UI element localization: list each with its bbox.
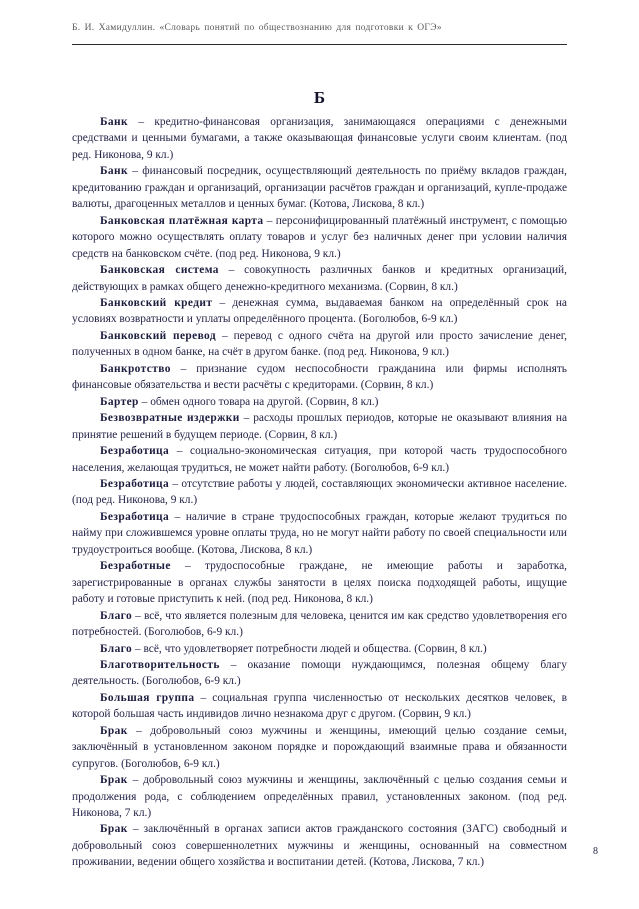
entry-definition: – обмен одного товара на другой. (Сорвин, 8 кл.) <box>141 395 379 408</box>
page-body <box>72 114 567 871</box>
entry-term: Бартер <box>100 395 139 408</box>
entry-term: Безработица <box>100 477 170 490</box>
dictionary-entry <box>72 657 567 690</box>
entry-definition: – заключённый в органах записи актов гражданского состояния (ЗАГС) свободный и добровольный союз совершеннолетних мужчины и женщины, основанный на совместном проживании, ведении общего хозяйства и воспитании детей. (Котова, Лискова, 7 кл.) <box>72 823 567 869</box>
entry-term: Безработица <box>100 445 170 458</box>
dictionary-entry <box>72 443 567 476</box>
entry-definition: – расходы прошлых периодов, которые не оказывают влияния на принятие решений в будущем периоде. (Сорвин, 8 кл.) <box>72 412 567 441</box>
entry-term: Благо <box>100 642 133 655</box>
entry-term: Безработные <box>100 560 171 573</box>
dictionary-entry <box>72 723 567 772</box>
entry-term: Банкротство <box>100 362 171 375</box>
entry-definition: – добровольный союз мужчины и женщины, имеющий целью создание семьи, заключённый в установленном законом порядке и порождающий взаимные права и обязанности супругов. (Боголюбов, 6-9 кл.) <box>72 724 567 770</box>
dictionary-entry <box>72 821 567 870</box>
entry-definition: – наличие в стране трудоспособных граждан, которые желают трудиться по найму при сложившемся уровне оплаты труда, но не могут найти работу по своей специальности или трудоустроиться вообще. (Котова, Лискова, 8 кл.) <box>72 510 567 556</box>
dictionary-entry <box>72 394 567 410</box>
entry-definition: – всё, что является полезным для человека, ценится им как средство удовлетворения его потребностей. (Боголюбов, 6-9 кл.) <box>72 609 567 639</box>
entry-definition: – кредитно-финансовая организация, занимающаяся операциями с денежными средствами и ценными бумагами, а также оказывающая финансовые услуги своим клиентам. (под ред. Никонова, 9 кл.) <box>72 116 567 161</box>
dictionary-entry <box>72 213 567 262</box>
dictionary-entry <box>72 114 567 163</box>
entry-term: Брак <box>100 724 128 737</box>
dictionary-entry <box>72 690 567 723</box>
entry-term: Брак <box>100 823 128 836</box>
dictionary-entry <box>72 410 567 443</box>
entry-definition: – перевод с одного счёта на другой или просто зачисление денег, полученных в одном банке, на счёт в другом банке. (под ред. Никонова, 9 кл.) <box>72 329 567 359</box>
entry-definition: – трудоспособные граждане, не имеющие работы и заработка, зарегистрированные в органах службы занятости в целях поиска подходящей работы, ищущие работу и готовые приступить к ней. (под ред. Никонова, 8 кл.) <box>72 560 567 606</box>
running-header: Б. И. Хамидуллин. «Словарь понятий по обществознанию для подготовки к ОГЭ» <box>72 23 442 33</box>
dictionary-entry <box>72 295 567 328</box>
page-number: 8 <box>593 846 598 857</box>
entry-term: Брак <box>100 774 128 787</box>
entry-term: Банк <box>100 165 128 178</box>
dictionary-entry <box>72 328 567 361</box>
entry-definition: – оказание помощи нуждающимся, полезная общему благу деятельность. (Боголюбов, 6-9 кл.) <box>72 658 567 688</box>
entry-definition: – социально-экономическая ситуация, при которой часть трудоспособного населения, желающая трудиться, не может найти работу. (Боголюбов, 6-9 кл.) <box>72 445 567 474</box>
entry-term: Большая группа <box>100 691 195 704</box>
entry-term: Банковский кредит <box>100 296 213 309</box>
dictionary-entry <box>72 163 567 212</box>
entry-definition: – персонифицированный платёжный инструмент, с помощью которого можно осуществлять оплату товаров и услуг без наличных денег при условии наличия средств на банковском счёте. (под ред. Никонова, 9 кл.) <box>72 214 567 260</box>
entry-definition: – финансовый посредник, осуществляющий деятельность по приёму вкладов граждан, кредитованию граждан и организаций, организации расчётов граждан и организаций, купле-продаже валюты, драгоценных металлов и ценных бумаг. (Котова, Лискова, 8 кл.) <box>72 165 567 211</box>
entry-definition: – социальная группа численностью от нескольких десятков человек, в которой большая часть индивидов лично незнакома друг с другом. (Сорвин, 9 кл.) <box>72 691 567 721</box>
entry-term: Банковский перевод <box>100 329 216 342</box>
header-rule <box>72 44 567 45</box>
entry-definition: – отсутствие работы у людей, составляющих экономически активное население. (под ред. Никонова, 9 кл.) <box>72 477 567 507</box>
dictionary-entry <box>72 262 567 295</box>
entry-term: Банк <box>100 116 128 128</box>
entry-definition: – денежная сумма, выдаваемая банком на определённый срок на условиях возвратности и уплаты определённого процента. (Боголюбов, 6-9 кл.) <box>72 296 567 326</box>
dictionary-entry <box>72 509 567 558</box>
section-letter-heading: Б <box>313 88 326 107</box>
entry-term: Банковская система <box>100 264 219 277</box>
entry-definition: – признание судом неспособности гражданина или фирмы исполнять финансовые обязательства и вести расчёты с кредиторами. (Сорвин, 8 кл.) <box>72 362 567 392</box>
entry-term: Благо <box>100 609 133 622</box>
dictionary-entry <box>72 361 567 394</box>
dictionary-entry <box>72 476 567 509</box>
dictionary-entry <box>72 641 567 657</box>
entry-term: Безработица <box>100 510 170 523</box>
dictionary-entry <box>72 608 567 641</box>
entry-definition: – всё, что удовлетворяет потребности людей и общества. (Сорвин, 8 кл.) <box>134 642 487 655</box>
entry-term: Безвозвратные издержки <box>100 412 240 425</box>
entry-term: Благотворительность <box>100 658 220 671</box>
entry-definition: – добровольный союз мужчины и женщины, заключённый с целью создания семьи и продолжения рода, с соблюдением определённых правил, установленных законом. (под ред. Никонова, 7 кл.) <box>72 774 567 820</box>
entry-term: Банковская платёжная карта <box>100 214 264 227</box>
dictionary-entry <box>72 558 567 607</box>
dictionary-entry <box>72 772 567 821</box>
entry-definition: – совокупность различных банков и кредитных организаций, действующих в рамках общего денежно-кредитного механизма. (Сорвин, 8 кл.) <box>72 264 567 293</box>
